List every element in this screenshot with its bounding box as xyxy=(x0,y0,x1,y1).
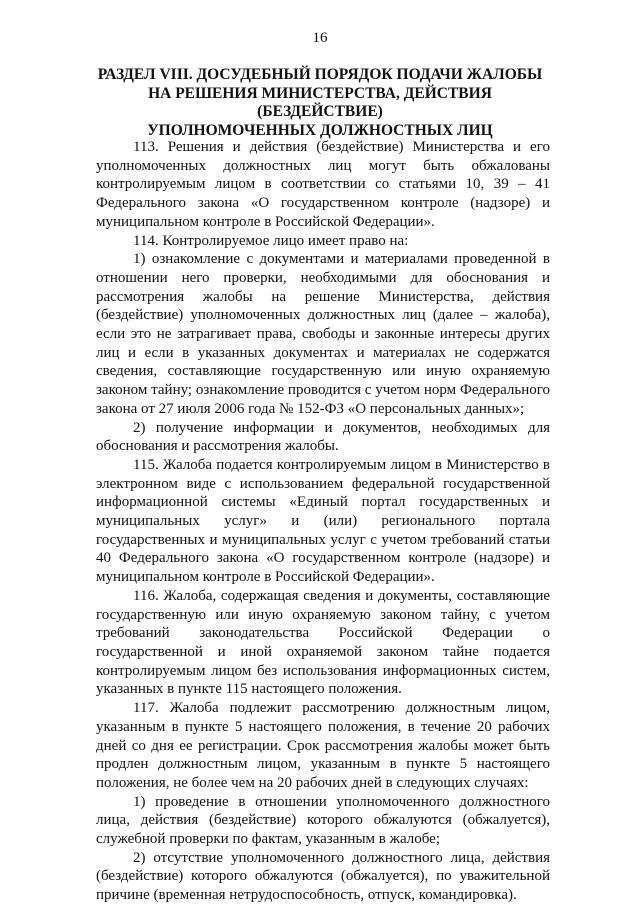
page-number: 16 xyxy=(312,30,328,46)
section-heading xyxy=(95,66,545,140)
paragraph-115: 115. Жалоба подается контролируемым лицом в Министерство в электронном виде с использованием федеральной государственной информационной системы «Единый портал государственных и муниципальных услуг» и (или) регионального портала государственных и муниципальных услуг с учетом требований статьи 40 Федерального закона «О государственном контроле (надзоре) и муниципальном контроле в Российской Федерации». xyxy=(96,456,550,586)
paragraph-117: 117. Жалоба подлежит рассмотрению должностным лицом, указанным в пункте 5 настоящего положения, в течение 20 рабочих дней со дня ее регистрации. Срок рассмотрения жалобы может быть продлен должностным лицом, указанным в пункте 5 настоящего положения, не более чем на 20 рабочих дней в следующих случаях: xyxy=(96,700,550,791)
paragraph-113: 113. Решения и действия (бездействие) Министерства и его уполномоченных должностных лиц могут быть обжалованы контролируемым лицом в соответствии со статьями 10, 39 – 41 Федерального закона «О государственном контроле (надзоре) и муниципальном контроле в Российской Федерации». xyxy=(96,139,550,230)
paragraph-114: 114. Контролируемое лицо имеет право на: xyxy=(133,232,409,249)
heading-line-1: РАЗДЕЛ VIII. ДОСУДЕБНЫЙ ПОРЯДОК ПОДАЧИ ЖАЛОБЫ xyxy=(97,66,543,83)
paragraph-114-item-2: 2) получение информации и документов, необходимых для обоснования и рассмотрения жалобы. xyxy=(96,419,550,455)
heading-line-2: НА РЕШЕНИЯ МИНИСТЕРСТВА, ДЕЙСТВИЯ (БЕЗДЕЙСТВИЕ) xyxy=(148,84,492,120)
heading-line-3: УПОЛНОМОЧЕННЫХ ДОЛЖНОСТНЫХ ЛИЦ xyxy=(147,121,493,139)
paragraph-117-item-1: 1) проведение в отношении уполномоченного должностного лица, действия (бездействие) которого обжалуются (обжалуется), служебной проверки по фактам, указанным в жалобе; xyxy=(96,793,550,848)
paragraph-116: 116. Жалоба, содержащая сведения и документы, составляющие государственную или иную охраняемую законом тайну, с учетом требований законодательства Российской Федерации о государственной и иной охраняемой законом тайне подается контролируемым лицом без использования информационных систем, указанных в пункте 115 настоящего положения. xyxy=(96,587,550,698)
paragraph-117-item-2: 2) отсутствие уполномоченного должностного лица, действия (бездействие) которого обжалуются (обжалуется), по уважительной причине (временная нетрудоспособность, отпуск, командировка). xyxy=(96,849,550,904)
paragraph-114-item-1: 1) ознакомление с документами и материалами проведенной в отношении него проверки, необходимыми для обоснования и рассмотрения жалобы на решение Министерства, действия (бездействие) уполномоченных должностных лиц (далее – жалоба), если это не затрагивает права, свободы и законные интересы других лиц и если в указанных документах и материалах не содержатся сведения, составляющие государственную или иную охраняемую законом тайну; ознакомление проводится с учетом норм Федерального закона от 27 июля 2006 года № 152-ФЗ «О персональных данных»; xyxy=(96,251,550,417)
document-body xyxy=(96,138,550,905)
